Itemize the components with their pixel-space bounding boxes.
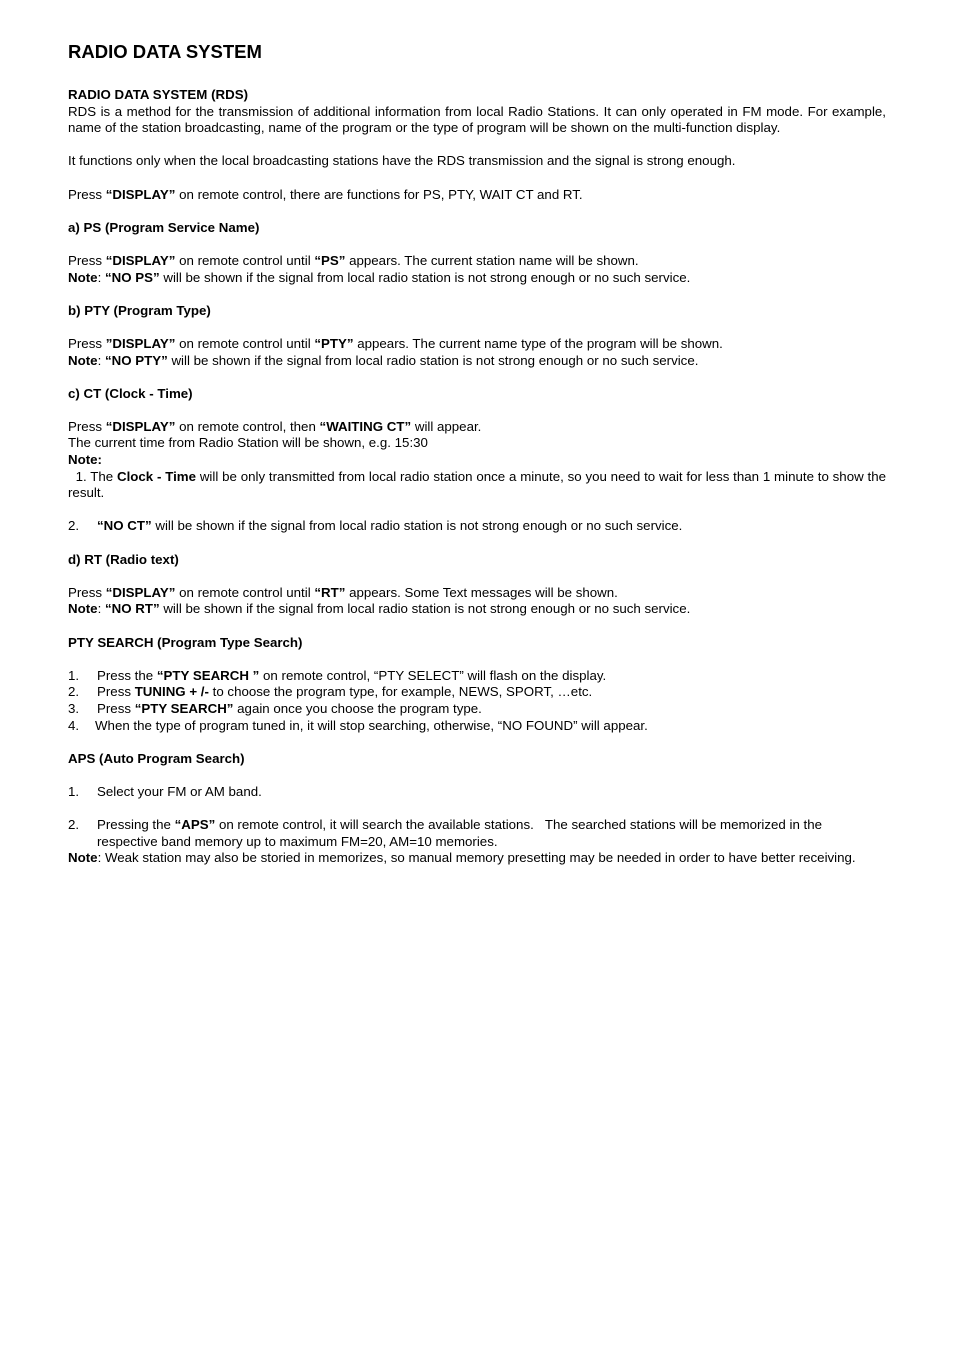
ct-instruction: Press “DISPLAY” on remote control, then “WAITING CT” will appear.: [68, 418, 482, 434]
rds-intro-paragraph: RDS is a method for the transmission of additional information from local Radio Stations. It can only operated in FM mode. For example, name of the station broadcasting, name of the program or the type of program will be shown on the multi-function display.: [68, 103, 886, 136]
rds-condition-paragraph: It functions only when the local broadcasting stations have the RDS transmission and the signal is strong enough.: [68, 153, 736, 169]
document-body: [68, 40, 886, 867]
ct-heading: c) CT (Clock - Time): [68, 385, 193, 401]
pty-heading: b) PTY (Program Type): [68, 302, 211, 318]
aps-heading: APS (Auto Program Search): [68, 750, 245, 766]
list-item: 1. Select your FM or AM band.: [68, 783, 262, 799]
ct-note-label: Note:: [68, 452, 102, 468]
ps-heading: a) PS (Program Service Name): [68, 219, 260, 235]
rt-instruction: Press “DISPLAY” on remote control until “RT” appears. Some Text messages will be shown.: [68, 584, 618, 600]
pty-search-heading: PTY SEARCH (Program Type Search): [68, 634, 303, 650]
list-item: 4. When the type of program tuned in, it will stop searching, otherwise, “NO FOUND” will appear.: [68, 717, 648, 733]
ps-note: Note: “NO PS” will be shown if the signal from local radio station is not strong enough or no such service.: [68, 269, 691, 285]
rds-heading: RADIO DATA SYSTEM (RDS): [68, 87, 248, 102]
ps-instruction: Press “DISPLAY” on remote control until “PS” appears. The current station name will be shown.: [68, 252, 639, 268]
rt-heading: d) RT (Radio text): [68, 551, 179, 567]
list-item: 1. Press the “PTY SEARCH ” on remote control, “PTY SELECT” will flash on the display.: [68, 667, 607, 683]
list-item: 2. Press TUNING + /- to choose the program type, for example, NEWS, SPORT, …etc.: [68, 684, 593, 700]
ct-note-item-1: 1. The Clock - Time will be only transmitted from local radio station once a minute, so you need to wait for less than 1 minute to show the result.: [68, 468, 886, 501]
list-item: 2. Pressing the “APS” on remote control, it will search the available stations. The searched stations will be memorized in the respective band memory up to maximum FM=20, AM=10 memories.: [68, 817, 823, 849]
pty-instruction: Press ”DISPLAY” on remote control until “PTY” appears. The current name type of the program will be shown.: [68, 335, 723, 351]
ct-time-line: The current time from Radio Station will be shown, e.g. 15:30: [68, 435, 428, 451]
pty-note: Note: “NO PTY” will be shown if the signal from local radio station is not strong enough or no such service.: [68, 352, 699, 368]
rds-display-paragraph: Press “DISPLAY” on remote control, there are functions for PS, PTY, WAIT CT and RT.: [68, 186, 583, 202]
aps-note: Note: Weak station may also be storied in memorizes, so manual memory presetting may be needed in order to have better receiving.: [68, 850, 856, 866]
list-item: 3. Press “PTY SEARCH” again once you choose the program type.: [68, 700, 482, 716]
page-title: RADIO DATA SYSTEM: [68, 41, 262, 62]
rt-note: Note: “NO RT” will be shown if the signal from local radio station is not strong enough or no such service.: [68, 601, 691, 617]
ct-note-item-2: 2. “NO CT” will be shown if the signal from local radio station is not strong enough or no such service.: [68, 518, 683, 534]
